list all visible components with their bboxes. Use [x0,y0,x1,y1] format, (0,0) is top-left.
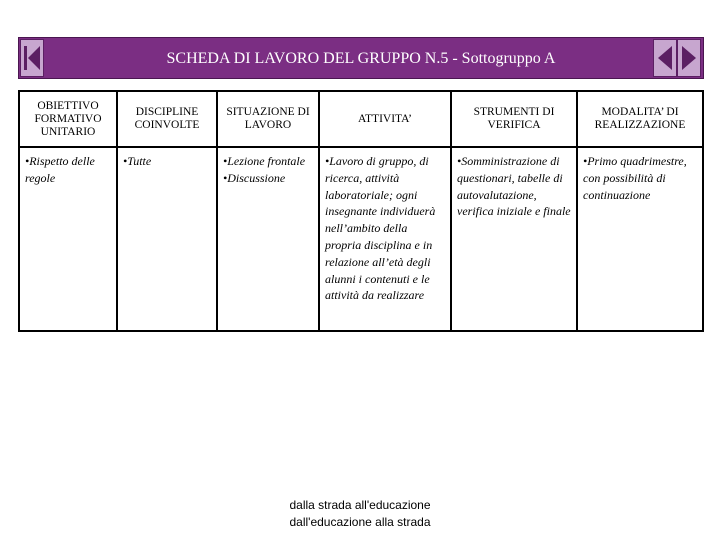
column-header: SITUAZIONE DI LAVORO [217,91,319,147]
table-cell: •Somministrazione di questionari, tabelle di autovalutazione, verifica iniziale e finale [451,147,577,331]
page-title: SCHEDA DI LAVORO DEL GRUPPO N.5 - Sottogruppo A [166,50,556,67]
table-cell: •Primo quadrimestre, con possibilità di continuazione [577,147,703,331]
list-item: •Discussione [223,170,286,185]
column-header: ATTIVITA’ [319,91,451,147]
footer-line: dalla strada all'educazione [289,498,431,512]
column-header: OBIETTIVO FORMATIVO UNITARIO [19,91,117,147]
table-cell: •Tutte [117,147,217,331]
footer [260,497,460,531]
table-cell: •Lavoro di gruppo, di ricerca, attività laboratoriale; ogni insegnante individuerà nell’ambito della propria disciplina e in relazione all’età degli alunni i contenuti e le attività da realizzare [319,147,451,331]
table-cell: •Rispetto delle regole [19,147,117,331]
column-header: STRUMENTI DI VERIFICA [451,91,577,147]
title-bar [18,37,704,79]
table-header-row [19,91,703,147]
next-slide-icon[interactable] [677,39,701,77]
work-sheet-table [18,90,704,332]
column-header: DISCIPLINE COINVOLTE [117,91,217,147]
table-row [19,147,703,331]
column-header: MODALITA’ DI REALIZZAZIONE [577,91,703,147]
table-cell [217,147,319,331]
footer-line: dall'educazione alla strada [289,515,431,529]
previous-slide-icon[interactable] [653,39,677,77]
list-item: •Lezione frontale [223,154,306,168]
